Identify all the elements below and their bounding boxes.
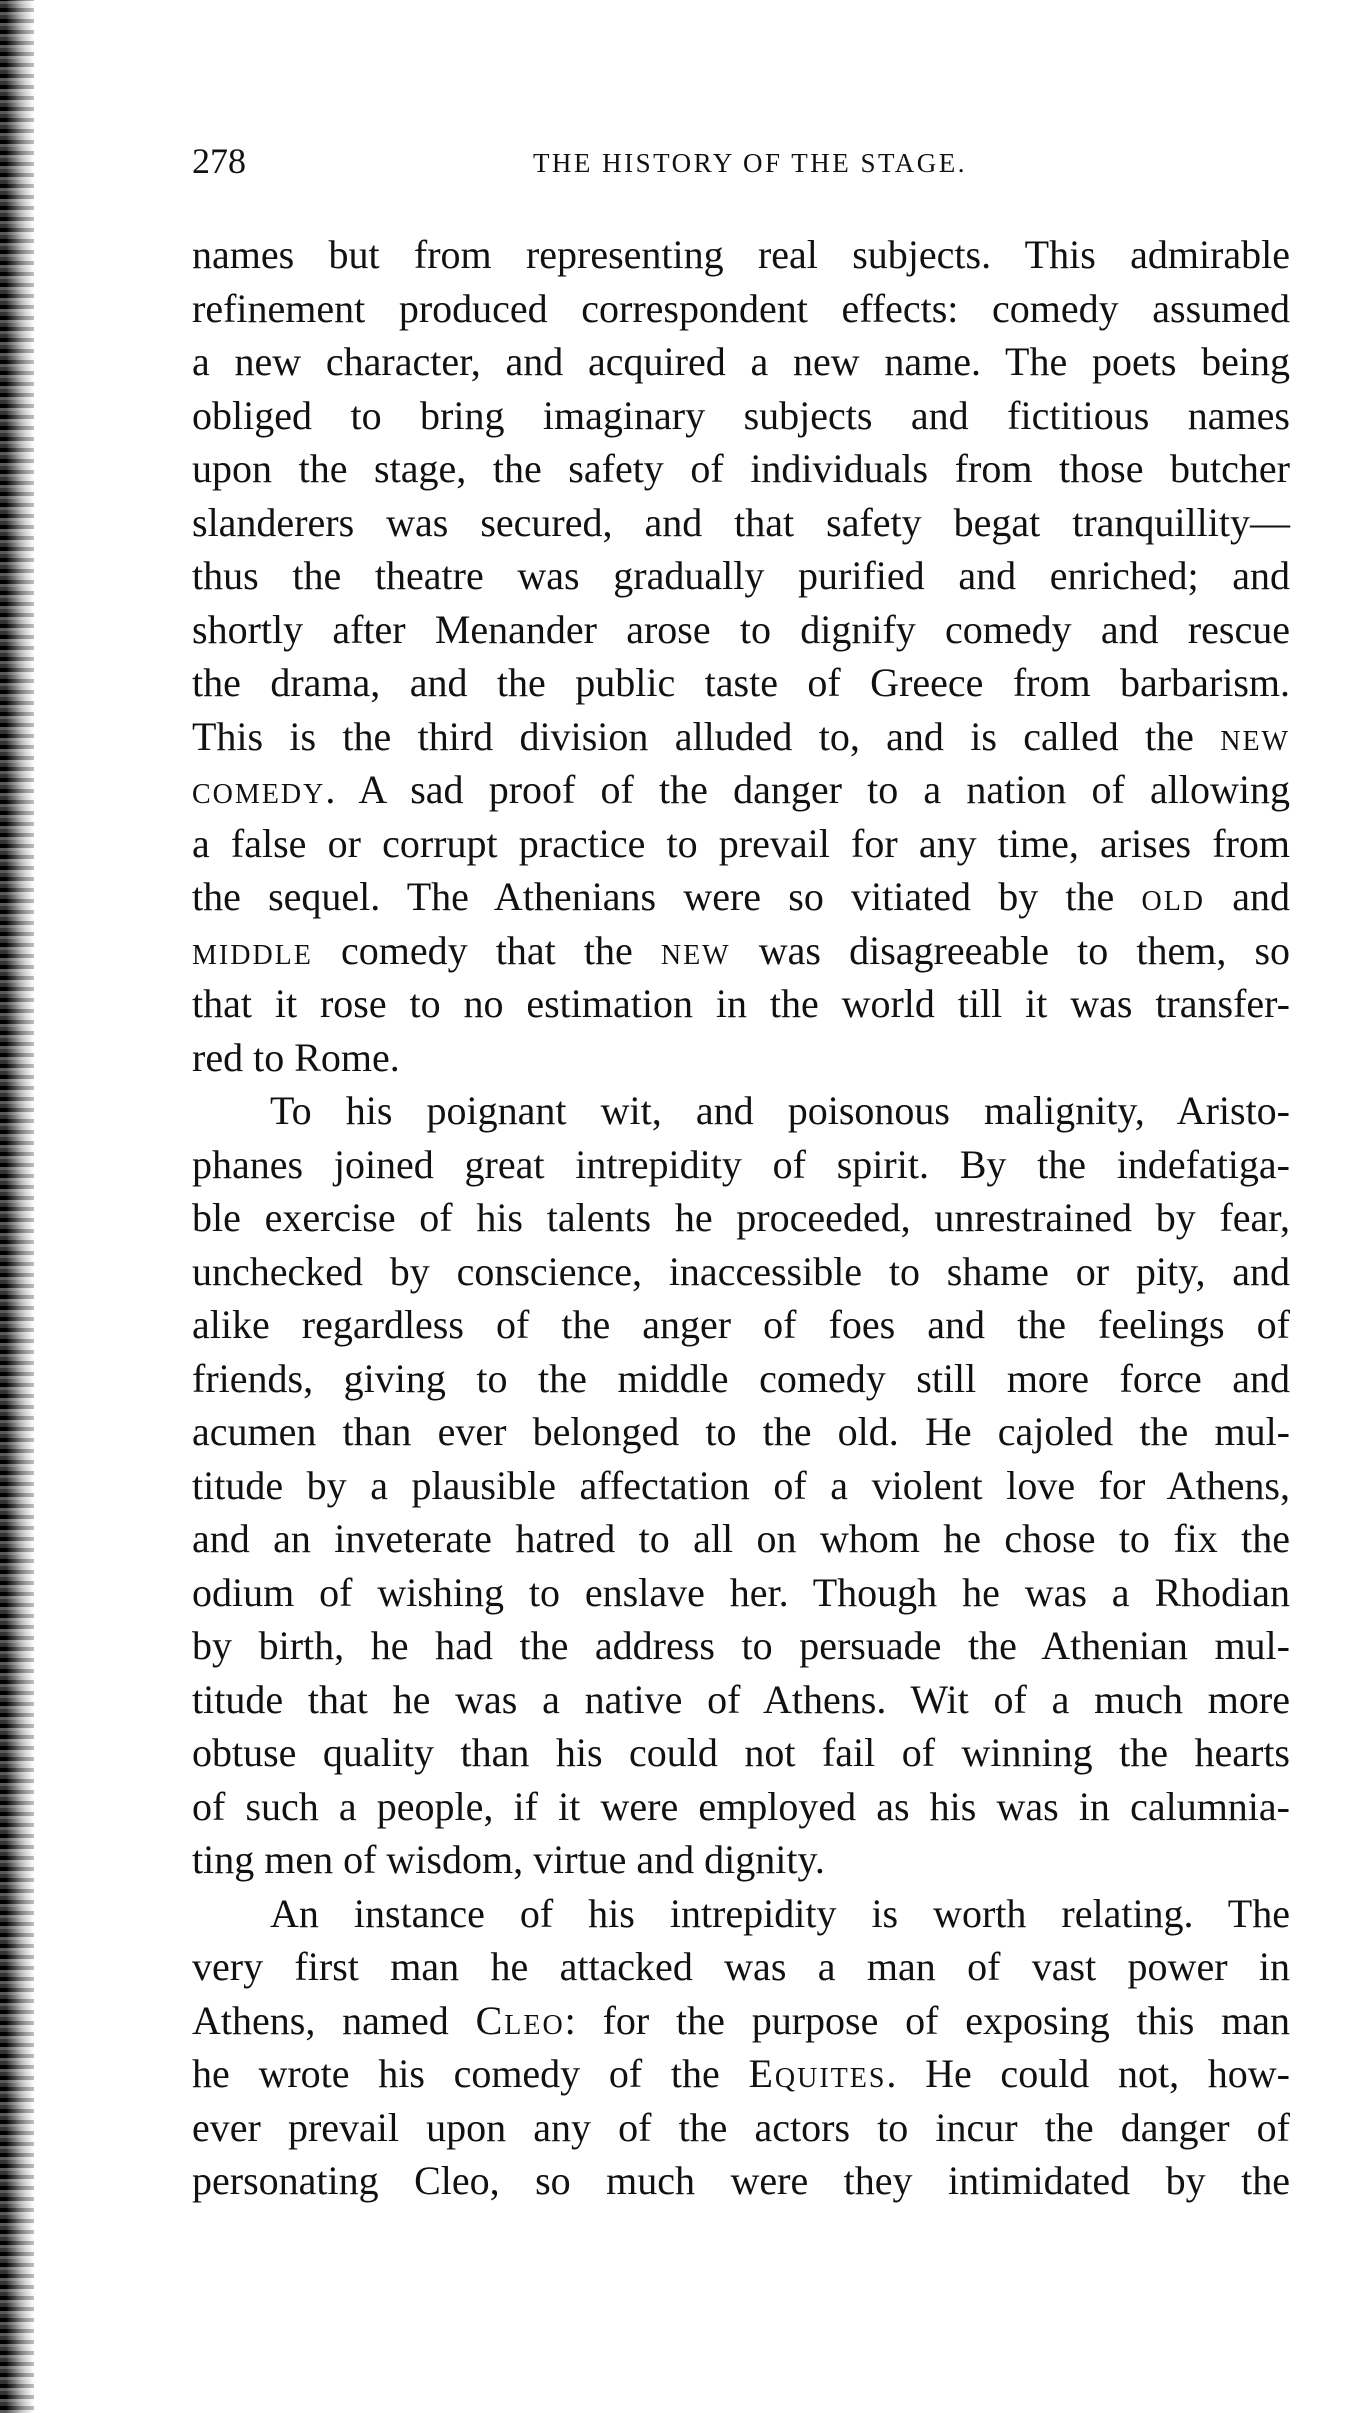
text-line [192, 1084, 1290, 1138]
text-segment: acumen than ever belonged to the old. He cajoled the mul- [192, 1409, 1290, 1454]
text-line [192, 1566, 1290, 1620]
book-binding-edge [0, 0, 34, 2413]
text-line [192, 1726, 1290, 1780]
text-segment: phanes joined great intrepidity of spirit. By the indefatiga- [192, 1141, 1290, 1187]
text-line [192, 1405, 1290, 1459]
text-line [192, 1298, 1290, 1352]
text-line [192, 817, 1290, 871]
text-line [192, 282, 1290, 336]
text-segment: personating Cleo, so much were they intimidated by the [192, 2158, 1290, 2203]
text-segment: shortly after Menander arose to dignify comedy and rescue [192, 606, 1290, 652]
text-segment: and an inveterate hatred to all on whom he chose to fix the [192, 1516, 1290, 1561]
text-line [192, 1833, 1290, 1887]
text-line [192, 656, 1290, 710]
small-caps-text: new [660, 927, 731, 973]
paragraph [192, 1084, 1290, 1887]
text-segment: slanderers was secured, and that safety begat tranquillity— [192, 499, 1290, 545]
text-line [192, 1031, 1290, 1085]
text-segment: that it rose to no estimation in the world till it was transfer- [192, 981, 1290, 1026]
text-segment: ting men of wisdom, virtue and dignity. [192, 1837, 825, 1882]
text-segment: unchecked by conscience, inaccessible to shame or pity, and [192, 1248, 1290, 1294]
text-segment: Athens, named [192, 1997, 476, 2043]
page-number: 278 [192, 141, 246, 181]
text-segment: a new character, and acquired a new name. The poets being [192, 339, 1290, 384]
paragraph [192, 1887, 1290, 2208]
text-line [192, 1780, 1290, 1834]
text-line [192, 870, 1290, 924]
text-segment: alike regardless of the anger of foes and the feelings of [192, 1302, 1290, 1347]
text-line [192, 1619, 1290, 1673]
text-segment: obtuse quality than his could not fail of winning the hearts [192, 1730, 1290, 1775]
text-line [192, 389, 1290, 443]
small-caps-text: Cleo [475, 1997, 565, 2043]
text-segment: friends, giving to the middle comedy still more force and [192, 1355, 1290, 1401]
text-line [192, 496, 1290, 550]
text-segment: ble exercise of his talents he proceeded, unrestrained by fear, [192, 1195, 1290, 1240]
text-line [192, 710, 1290, 764]
text-line [192, 2047, 1290, 2101]
text-segment: by birth, he had the address to persuade the Athenian mul- [192, 1623, 1290, 1668]
small-caps-text: new [1220, 713, 1290, 759]
text-segment: was disagreeable to them, so [730, 927, 1291, 973]
body-text [192, 228, 1290, 2208]
text-segment: he wrote his comedy of the [192, 2051, 749, 2096]
small-caps-text: middle [192, 927, 313, 973]
text-segment: thus the theatre was gradually purified and enriched; and [192, 553, 1290, 598]
text-line [192, 335, 1290, 389]
text-segment: obliged to bring imaginary subjects and fictitious names [192, 392, 1290, 438]
text-segment: odium of wishing to enslave her. Though he was a Rhodian [192, 1569, 1290, 1615]
text-segment: This is the third division alluded to, and is called the [192, 713, 1221, 759]
text-line [192, 1245, 1290, 1299]
text-line [192, 1138, 1290, 1192]
small-caps-text: Equites [748, 2051, 887, 2096]
text-line [192, 977, 1290, 1031]
text-line [192, 1352, 1290, 1406]
text-line [192, 2101, 1290, 2155]
text-line [192, 549, 1290, 603]
text-segment: names but from representing real subjects. This admirable [192, 232, 1290, 277]
text-segment: refinement produced correspondent effects: comedy assumed [192, 285, 1290, 331]
small-caps-text: old [1141, 874, 1206, 919]
text-line [192, 1459, 1290, 1513]
text-line [192, 603, 1290, 657]
text-segment: a false or corrupt practice to prevail for any time, arises from [192, 820, 1290, 866]
text-segment: titude that he was a native of Athens. Wit of a much more [192, 1676, 1290, 1722]
text-line [192, 1994, 1290, 2048]
text-segment: titude by a plausible affectation of a violent love for Athens, [192, 1462, 1290, 1508]
paragraph [192, 228, 1290, 1084]
text-line [192, 763, 1290, 817]
text-segment: the sequel. The Athenians were so vitiated by the [192, 874, 1142, 919]
text-segment: the drama, and the public taste of Greece from barbarism. [192, 660, 1290, 705]
text-segment: red to Rome. [192, 1034, 400, 1080]
text-segment: and [1205, 874, 1290, 919]
text-segment: An instance of his intrepidity is worth relating. The [270, 1890, 1290, 1936]
text-segment: . A sad proof of the danger to a nation of allowing [325, 767, 1290, 812]
text-segment: ever prevail upon any of the actors to incur the danger of [192, 2104, 1290, 2150]
text-line [192, 2154, 1290, 2208]
text-segment: . He could not, how- [886, 2051, 1290, 2096]
small-caps-text: comedy [192, 767, 326, 812]
text-line [192, 1887, 1290, 1941]
text-segment: To his poignant wit, and poisonous malignity, Aristo- [270, 1088, 1290, 1133]
text-line [192, 1512, 1290, 1566]
text-segment: of such a people, if it were employed as his was in calumnia- [192, 1783, 1290, 1829]
running-title: THE HISTORY OF THE STAGE. [532, 148, 968, 178]
text-segment: comedy that the [312, 927, 661, 973]
text-segment: upon the stage, the safety of individuals from those butcher [192, 446, 1290, 491]
text-segment: very first man he attacked was a man of vast power in [192, 1944, 1290, 1989]
text-line [192, 924, 1290, 978]
text-line [192, 1673, 1290, 1727]
text-line [192, 442, 1290, 496]
text-line [192, 1940, 1290, 1994]
text-line [192, 1191, 1290, 1245]
text-segment: : for the purpose of exposing this man [564, 1997, 1290, 2043]
text-line [192, 228, 1290, 282]
